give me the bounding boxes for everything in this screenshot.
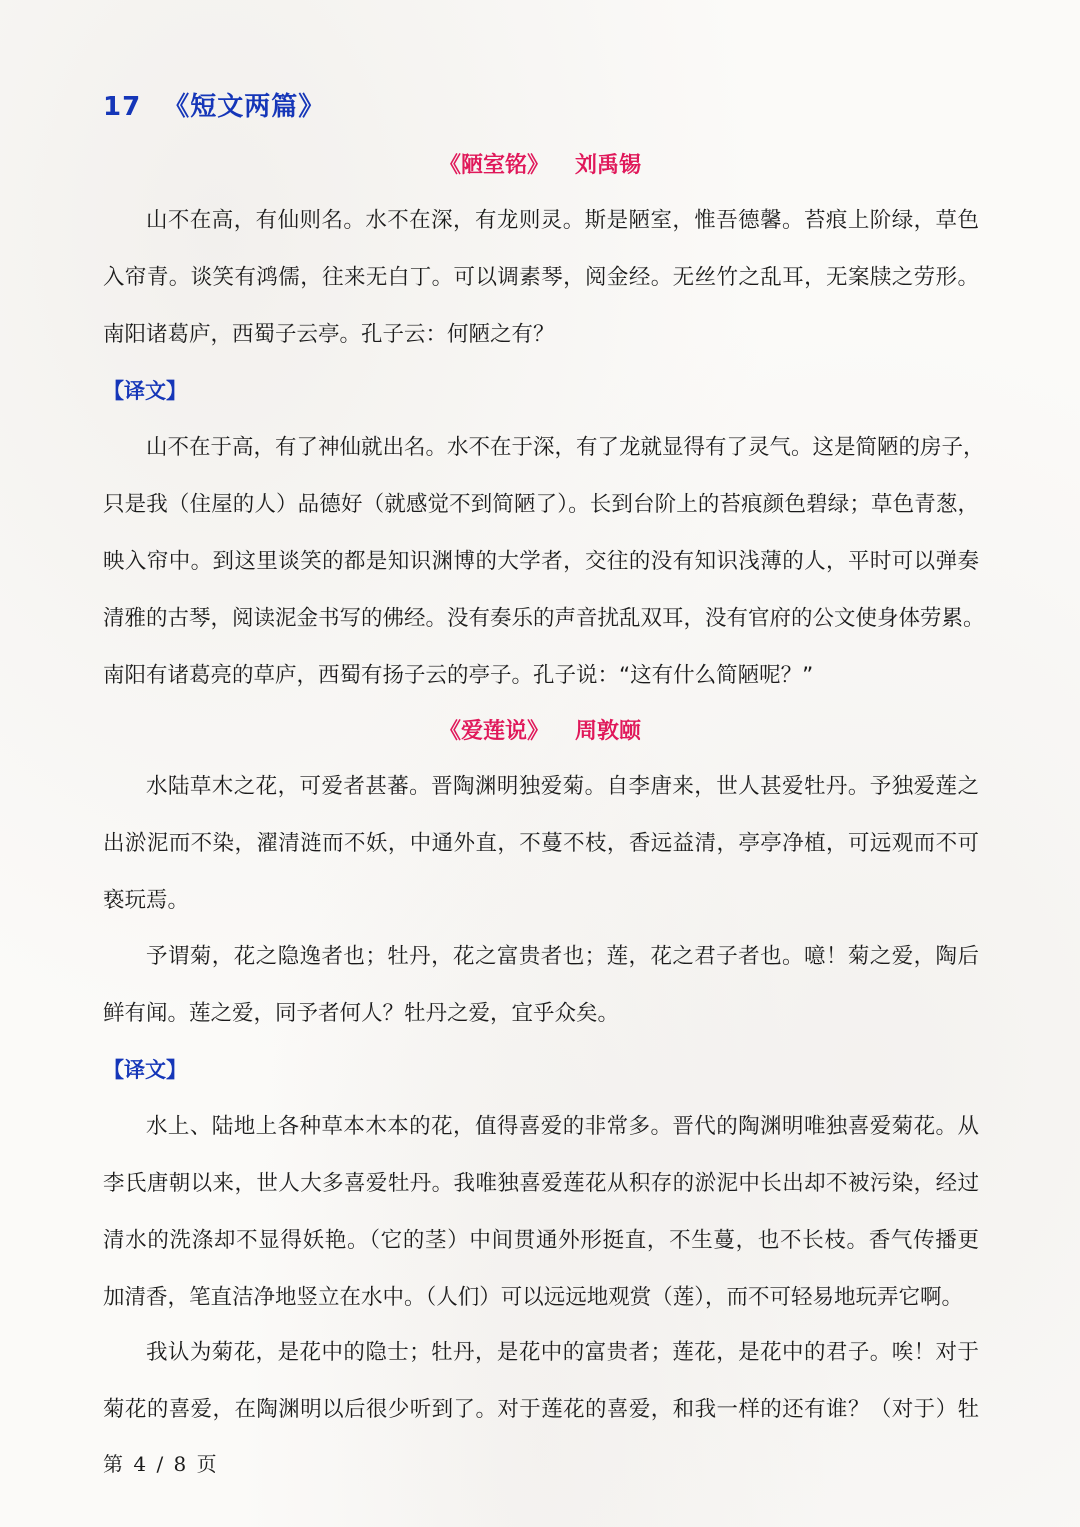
text-line: 菊花的喜爱，在陶渊明以后很少听到了。对于莲花的喜爱，和我一样的还有谁？（对于）牡 [103, 1397, 979, 1422]
poem2-author: 周敦颐 [575, 719, 642, 744]
text-line: 亵玩焉。 [103, 888, 190, 913]
text-line: 予谓菊，花之隐逸者也；牡丹，花之富贵者也；莲，花之君子者也。噫！菊之爱，陶后 [146, 944, 979, 969]
text-line: 山不在高，有仙则名。水不在深，有龙则灵。斯是陋室，惟吾德馨。苔痕上阶绿，草色 [146, 208, 979, 233]
text-line: 鲜有闻。莲之爱，同予者何人？牡丹之爱，宜乎众矣。 [103, 1001, 620, 1026]
poem1-heading [0, 148, 1080, 179]
poem1-text [103, 192, 979, 363]
poem1-translation-tag: 【译文】 [103, 379, 187, 403]
poem2-title: 《爱莲说》 [438, 719, 549, 744]
poem1-title: 《陋室铭》 [438, 153, 549, 178]
chapter-number: 17 [103, 92, 142, 122]
poem1-author: 刘禹锡 [575, 153, 642, 178]
text-line: 清水的洗涤却不显得妖艳。（它的茎）中间贯通外形挺直，不生蔓，也不长枝。香气传播更 [103, 1228, 979, 1253]
text-line: 只是我（住屋的人）品德好（就感觉不到简陋了）。长到台阶上的苔痕颜色碧绿；草色青葱， [103, 492, 979, 517]
chapter-title [103, 86, 325, 123]
chapter-name: 《短文两篇》 [163, 92, 326, 122]
text-line: 南阳有诸葛亮的草庐，西蜀有扬子云的亭子。孔子说：“这有什么简陋呢？” [103, 663, 814, 688]
poem2-heading [0, 714, 1080, 745]
poem2-translation-tag: 【译文】 [103, 1058, 187, 1082]
text-line: 山不在于高，有了神仙就出名。水不在于深，有了龙就显得有了灵气。这是简陋的房子， [146, 435, 985, 460]
text-line: 水陆草木之花，可爱者甚蕃。晋陶渊明独爱菊。自李唐来，世人甚爱牡丹。予独爱莲之 [146, 774, 979, 799]
text-line: 南阳诸葛庐，西蜀子云亭。孔子云：何陋之有？ [103, 322, 555, 347]
text-line: 水上、陆地上各种草本木本的花，值得喜爱的非常多。晋代的陶渊明唯独喜爱菊花。从 [146, 1114, 979, 1139]
page-number: 第 4 / 8 页 [103, 1452, 219, 1476]
poem2-text-para2 [103, 928, 979, 1042]
poem2-translation-para2 [103, 1324, 979, 1438]
poem2-text-para1 [103, 758, 979, 929]
text-line: 我认为菊花，是花中的隐士；牡丹，是花中的富贵者；莲花，是花中的君子。唉！对于 [146, 1340, 979, 1365]
poem1-translation [103, 419, 985, 704]
poem2-translation-para1 [103, 1098, 979, 1326]
text-line: 李氏唐朝以来，世人大多喜爱牡丹。我唯独喜爱莲花从积存的淤泥中长出却不被污染，经过 [103, 1171, 979, 1196]
text-line: 映入帘中。到这里谈笑的都是知识渊博的大学者，交往的没有知识浅薄的人，平时可以弹奏 [103, 549, 979, 574]
text-line: 清雅的古琴，阅读泥金书写的佛经。没有奏乐的声音扰乱双耳，没有官府的公文使身体劳累。 [103, 606, 985, 631]
text-line: 入帘青。谈笑有鸿儒，往来无白丁。可以调素琴，阅金经。无丝竹之乱耳，无案牍之劳形。 [103, 265, 979, 290]
text-line: 出淤泥而不染，濯清涟而不妖，中通外直，不蔓不枝，香远益清，亭亭净植，可远观而不可 [103, 831, 979, 856]
text-line: 加清香，笔直洁净地竖立在水中。（人们）可以远远地观赏（莲），而不可轻易地玩弄它啊。 [103, 1285, 964, 1310]
